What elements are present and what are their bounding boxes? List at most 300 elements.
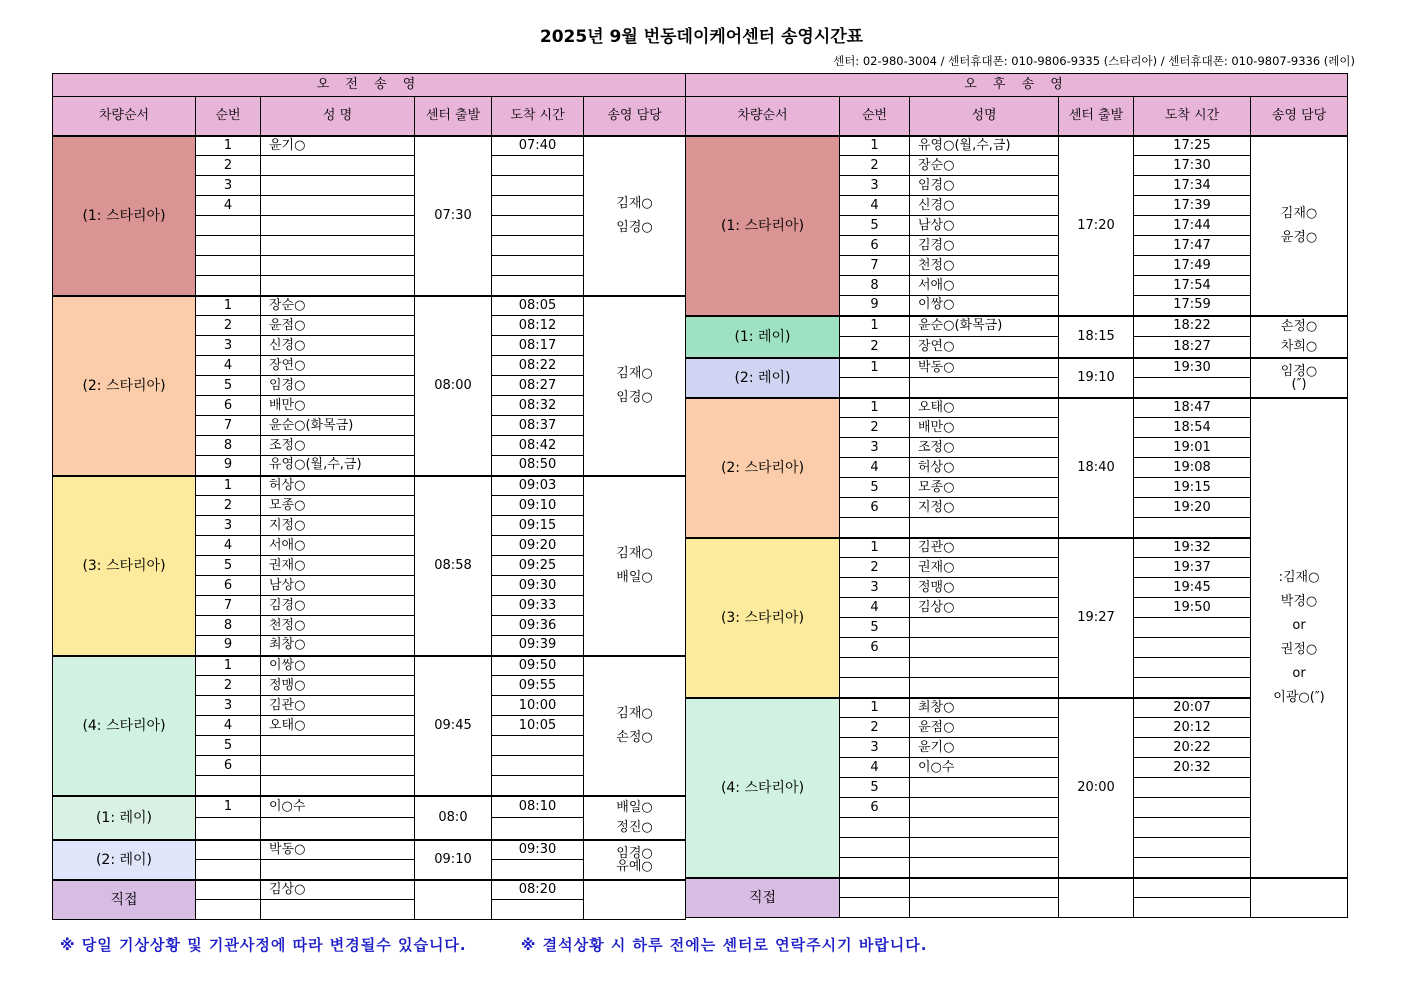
pm-staff-cell [1251, 878, 1348, 918]
pm-staff-cell [1251, 316, 1348, 358]
pm-order-cell: 8 [840, 276, 910, 296]
am-arrive-time: 08:37 [492, 416, 584, 436]
pm-order-cell: 2 [840, 156, 910, 176]
pm-arrive-time [1134, 778, 1251, 798]
pm-name-cell: 임경○ [910, 176, 1059, 196]
am-arrive-time: 08:42 [492, 436, 584, 456]
am-order-cell: 2 [196, 496, 261, 516]
pm-order-cell: 3 [840, 578, 910, 598]
am-arrive-time [492, 900, 584, 920]
pm-order-cell: 6 [840, 638, 910, 658]
pm-arrive-time [1134, 878, 1251, 898]
pm-vehicle-label: 직접 [686, 878, 840, 918]
am-vehicle-label: (2: 스타리아) [53, 296, 196, 476]
pm-order-cell: 4 [840, 458, 910, 478]
pm-staff-name: 임경○ [1280, 363, 1318, 379]
pm-arrive-time [1134, 638, 1251, 658]
am-name-cell: 오태○ [261, 716, 415, 736]
pm-arrive-time: 20:07 [1134, 698, 1251, 718]
am-order-cell: 2 [196, 156, 261, 176]
pm-staff-cell [1251, 136, 1348, 316]
pm-name-cell: 이○수 [910, 758, 1059, 778]
pm-name-cell [910, 378, 1059, 398]
pm-name-cell: 윤점○ [910, 718, 1059, 738]
pm-order-cell: 5 [840, 618, 910, 638]
am-depart-time: 07:30 [415, 136, 492, 296]
am-name-cell: 남상○ [261, 576, 415, 596]
pm-name-cell: 권재○ [910, 558, 1059, 578]
am-staff-cell [584, 296, 686, 476]
contact-info: 센터: 02-980-3004 / 센터휴대폰: 010-9806-9335 (스타리아) / 센터휴대폰: 010-9807-9336 (레이) [833, 54, 1355, 68]
am-staff-name: 임경○ [616, 389, 653, 405]
pm-arrive-time: 17:49 [1134, 256, 1251, 276]
am-staff-cell [584, 476, 686, 656]
am-order-cell: 4 [196, 196, 261, 216]
am-order-cell: 6 [196, 756, 261, 776]
am-arrive-time [492, 216, 584, 236]
am-name-cell: 윤순○(화목금) [261, 416, 415, 436]
am-row [53, 476, 686, 496]
pm-header-vehicle: 차량순서 [686, 97, 840, 136]
footer-note-absence: ※ 결석상황 시 하루 전에는 센터로 연락주시기 바랍니다. [520, 936, 928, 954]
am-arrive-time: 08:12 [492, 316, 584, 336]
pm-name-cell: 유영○(월,수,금) [910, 136, 1059, 156]
pm-depart-time: 19:27 [1059, 538, 1134, 698]
pm-order-cell: 9 [840, 296, 910, 316]
pm-header-arrive: 도착 시간 [1134, 97, 1251, 136]
pm-order-cell: 4 [840, 196, 910, 216]
am-depart-time: 09:45 [415, 656, 492, 796]
am-header-vehicle: 차량순서 [53, 97, 196, 136]
am-arrive-time [492, 756, 584, 776]
pm-name-cell: 윤기○ [910, 738, 1059, 758]
am-name-cell: 박동○ [261, 840, 415, 860]
pm-header-name: 성명 [910, 97, 1059, 136]
am-name-cell: 배만○ [261, 396, 415, 416]
am-name-cell: 허상○ [261, 476, 415, 496]
pm-depart-time: 18:40 [1059, 398, 1134, 538]
am-staff-name: 김재○ [616, 365, 653, 381]
am-vehicle-label: (1: 레이) [53, 796, 196, 840]
pm-staff-name: (″) [1291, 376, 1307, 392]
pm-arrive-time [1134, 858, 1251, 878]
am-depart-time: 08:00 [415, 296, 492, 476]
am-name-cell: 조정○ [261, 436, 415, 456]
am-row [53, 796, 686, 818]
am-order-cell: 4 [196, 716, 261, 736]
am-arrive-time [492, 818, 584, 840]
pm-row [686, 358, 1348, 378]
am-order-cell: 4 [196, 536, 261, 556]
pm-name-cell [910, 878, 1059, 898]
am-name-cell [261, 736, 415, 756]
am-order-cell: 6 [196, 396, 261, 416]
pm-row [686, 698, 1348, 718]
am-order-cell: 3 [196, 696, 261, 716]
am-order-cell [196, 776, 261, 796]
am-name-cell: 정맹○ [261, 676, 415, 696]
pm-staff-name: 차희○ [1280, 338, 1318, 354]
pm-name-cell: 오태○ [910, 398, 1059, 418]
pm-order-cell: 5 [840, 778, 910, 798]
am-name-cell [261, 236, 415, 256]
pm-vehicle-label: (1: 레이) [686, 316, 840, 358]
am-section-title: 오 전 송 영 [53, 74, 686, 97]
am-order-cell: 3 [196, 176, 261, 196]
pm-arrive-time [1134, 838, 1251, 858]
am-name-cell [261, 276, 415, 296]
pm-row [686, 398, 1348, 418]
am-name-cell [261, 176, 415, 196]
pm-arrive-time [1134, 898, 1251, 918]
pm-order-cell [840, 818, 910, 838]
am-vehicle-label: (4: 스타리아) [53, 656, 196, 796]
pm-depart-time: 20:00 [1059, 698, 1134, 878]
pm-arrive-time [1134, 658, 1251, 678]
am-order-cell: 9 [196, 636, 261, 656]
am-staff-name: 김재○ [616, 195, 653, 211]
pm-order-cell: 1 [840, 538, 910, 558]
pm-arrive-time: 19:08 [1134, 458, 1251, 478]
am-depart-time [415, 880, 492, 920]
pm-depart-time [1059, 878, 1134, 918]
pm-order-cell: 2 [840, 718, 910, 738]
pm-staff-name: 김재○ [1280, 205, 1318, 221]
pm-arrive-time: 18:47 [1134, 398, 1251, 418]
pm-arrive-time: 17:39 [1134, 196, 1251, 216]
am-arrive-time: 09:50 [492, 656, 584, 676]
am-name-cell: 이쌍○ [261, 656, 415, 676]
pm-arrive-time: 19:01 [1134, 438, 1251, 458]
am-row [53, 656, 686, 676]
am-name-cell: 임경○ [261, 376, 415, 396]
am-order-cell [196, 880, 261, 900]
am-order-cell [196, 840, 261, 860]
pm-order-cell [840, 878, 910, 898]
am-row [53, 880, 686, 900]
am-staff-name: 임경○ [616, 845, 653, 861]
pm-name-cell: 박동○ [910, 358, 1059, 378]
am-order-cell: 8 [196, 436, 261, 456]
am-arrive-time: 08:05 [492, 296, 584, 316]
am-depart-time: 08:0 [415, 796, 492, 840]
am-arrive-time: 08:20 [492, 880, 584, 900]
am-staff-name: 김재○ [616, 545, 653, 561]
pm-section-title: 오 후 송 영 [686, 74, 1348, 97]
am-staff-cell [584, 796, 686, 840]
am-arrive-time: 09:36 [492, 616, 584, 636]
am-order-cell: 1 [196, 296, 261, 316]
am-staff-cell [584, 880, 686, 920]
pm-arrive-time: 20:12 [1134, 718, 1251, 738]
am-order-cell: 8 [196, 616, 261, 636]
am-name-cell [261, 860, 415, 880]
am-arrive-time: 10:05 [492, 716, 584, 736]
pm-name-cell: 남상○ [910, 216, 1059, 236]
pm-name-cell [910, 838, 1059, 858]
am-vehicle-label: (1: 스타리아) [53, 136, 196, 296]
am-arrive-time: 09:03 [492, 476, 584, 496]
am-name-cell [261, 900, 415, 920]
pm-arrive-time: 19:45 [1134, 578, 1251, 598]
am-header-name: 성 명 [261, 97, 415, 136]
am-arrive-time: 08:10 [492, 796, 584, 818]
pm-name-cell [910, 818, 1059, 838]
pm-name-cell [910, 658, 1059, 678]
am-name-cell [261, 156, 415, 176]
am-name-cell: 장연○ [261, 356, 415, 376]
am-order-cell: 9 [196, 456, 261, 476]
footer-notes [60, 934, 927, 955]
pm-arrive-time: 18:27 [1134, 337, 1251, 358]
pm-row [686, 538, 1348, 558]
pm-order-cell: 1 [840, 358, 910, 378]
pm-name-cell: 장연○ [910, 337, 1059, 358]
pm-order-cell: 5 [840, 478, 910, 498]
am-arrive-time: 08:27 [492, 376, 584, 396]
pm-name-cell [910, 678, 1059, 698]
am-arrive-time: 09:15 [492, 516, 584, 536]
am-depart-time: 08:58 [415, 476, 492, 656]
am-name-cell [261, 216, 415, 236]
pm-vehicle-label: (3: 스타리아) [686, 538, 840, 698]
am-arrive-time: 08:32 [492, 396, 584, 416]
pm-name-cell [910, 858, 1059, 878]
pm-order-cell [840, 678, 910, 698]
am-name-cell: 지정○ [261, 516, 415, 536]
pm-row [686, 878, 1348, 898]
am-order-cell: 1 [196, 476, 261, 496]
am-arrive-time [492, 176, 584, 196]
pm-arrive-time: 18:22 [1134, 316, 1251, 337]
pm-order-cell: 4 [840, 758, 910, 778]
am-staff-name: 유예○ [616, 858, 653, 874]
pm-order-cell [840, 658, 910, 678]
pm-order-cell [840, 378, 910, 398]
am-order-cell: 4 [196, 356, 261, 376]
am-order-cell: 6 [196, 576, 261, 596]
am-order-cell [196, 236, 261, 256]
pm-order-cell: 1 [840, 398, 910, 418]
am-order-cell [196, 900, 261, 920]
am-name-cell: 김경○ [261, 596, 415, 616]
pm-staff-name: 이광○(″) [1273, 689, 1325, 705]
pm-arrive-time: 17:47 [1134, 236, 1251, 256]
am-staff-name: 손정○ [616, 729, 653, 745]
pm-name-cell: 지정○ [910, 498, 1059, 518]
pm-name-cell: 조정○ [910, 438, 1059, 458]
pm-order-cell: 6 [840, 498, 910, 518]
pm-arrive-time: 19:30 [1134, 358, 1251, 378]
am-order-cell: 2 [196, 676, 261, 696]
pm-order-cell [840, 838, 910, 858]
am-arrive-time: 09:30 [492, 576, 584, 596]
am-row [53, 296, 686, 316]
am-order-cell: 7 [196, 596, 261, 616]
pm-arrive-time [1134, 378, 1251, 398]
pm-arrive-time: 20:32 [1134, 758, 1251, 778]
am-arrive-time: 07:40 [492, 136, 584, 156]
am-staff-name: 배일○ [616, 569, 653, 585]
pm-staff-name: :김재○ [1278, 569, 1320, 585]
pm-vehicle-label: (2: 스타리아) [686, 398, 840, 538]
am-arrive-time: 09:33 [492, 596, 584, 616]
am-name-cell: 권재○ [261, 556, 415, 576]
pm-name-cell [910, 898, 1059, 918]
am-name-cell: 신경○ [261, 336, 415, 356]
pm-staff-name: or [1292, 665, 1306, 681]
am-arrive-time: 09:39 [492, 636, 584, 656]
pm-arrive-time: 19:50 [1134, 598, 1251, 618]
am-name-cell [261, 818, 415, 840]
pm-staff-name: or [1292, 617, 1306, 633]
am-arrive-time: 08:17 [492, 336, 584, 356]
am-name-cell: 모종○ [261, 496, 415, 516]
am-arrive-time: 09:30 [492, 840, 584, 860]
pm-arrive-time: 17:30 [1134, 156, 1251, 176]
am-order-cell: 5 [196, 556, 261, 576]
am-order-cell: 7 [196, 416, 261, 436]
pm-staff-cell [1251, 398, 1348, 878]
pm-order-cell: 2 [840, 337, 910, 358]
pm-order-cell: 1 [840, 316, 910, 337]
pm-order-cell: 3 [840, 176, 910, 196]
pm-order-cell: 6 [840, 236, 910, 256]
pm-order-cell [840, 858, 910, 878]
pm-order-cell: 3 [840, 438, 910, 458]
pm-order-cell: 3 [840, 738, 910, 758]
am-arrive-time: 09:55 [492, 676, 584, 696]
pm-row [686, 136, 1348, 156]
pm-name-cell: 이쌍○ [910, 296, 1059, 316]
am-arrive-time [492, 256, 584, 276]
am-staff-name: 배일○ [616, 799, 653, 815]
pm-name-cell: 서애○ [910, 276, 1059, 296]
pm-name-cell [910, 638, 1059, 658]
pm-depart-time: 19:10 [1059, 358, 1134, 398]
am-order-cell: 5 [196, 376, 261, 396]
pm-name-cell [910, 778, 1059, 798]
am-name-cell: 윤점○ [261, 316, 415, 336]
am-name-cell: 최창○ [261, 636, 415, 656]
pm-name-cell: 모종○ [910, 478, 1059, 498]
am-name-cell: 서애○ [261, 536, 415, 556]
pm-arrive-time: 18:54 [1134, 418, 1251, 438]
page-title: 2025년 9월 번동데이케어센터 송영시간표 [539, 27, 864, 47]
am-arrive-time [492, 196, 584, 216]
am-staff-name: 김재○ [616, 705, 653, 721]
pm-arrive-time: 20:22 [1134, 738, 1251, 758]
am-arrive-time: 10:00 [492, 696, 584, 716]
am-schedule-table [52, 73, 686, 920]
am-arrive-time [492, 276, 584, 296]
pm-arrive-time [1134, 518, 1251, 538]
am-name-cell: 김상○ [261, 880, 415, 900]
pm-order-cell [840, 898, 910, 918]
am-name-cell [261, 756, 415, 776]
am-order-cell: 3 [196, 336, 261, 356]
pm-vehicle-label: (4: 스타리아) [686, 698, 840, 878]
pm-name-cell: 신경○ [910, 196, 1059, 216]
pm-order-cell [840, 518, 910, 538]
pm-name-cell: 김경○ [910, 236, 1059, 256]
am-vehicle-label: (3: 스타리아) [53, 476, 196, 656]
am-name-cell [261, 196, 415, 216]
pm-order-cell: 2 [840, 418, 910, 438]
am-name-cell: 장순○ [261, 296, 415, 316]
am-header-arrive: 도착 시간 [492, 97, 584, 136]
pm-arrive-time: 17:59 [1134, 296, 1251, 316]
pm-name-cell: 김관○ [910, 538, 1059, 558]
pm-header-order: 순번 [840, 97, 910, 136]
am-row [53, 840, 686, 860]
pm-name-cell [910, 518, 1059, 538]
pm-schedule-table [685, 73, 1348, 918]
pm-arrive-time [1134, 798, 1251, 818]
am-arrive-time: 08:50 [492, 456, 584, 476]
pm-arrive-time [1134, 678, 1251, 698]
am-staff-cell [584, 840, 686, 880]
am-order-cell [196, 256, 261, 276]
am-order-cell: 1 [196, 656, 261, 676]
pm-depart-time: 18:15 [1059, 316, 1134, 358]
pm-name-cell: 배만○ [910, 418, 1059, 438]
am-order-cell: 1 [196, 136, 261, 156]
pm-name-cell: 정맹○ [910, 578, 1059, 598]
am-arrive-time [492, 156, 584, 176]
pm-order-cell: 6 [840, 798, 910, 818]
pm-arrive-time: 17:25 [1134, 136, 1251, 156]
pm-staff-cell [1251, 358, 1348, 398]
pm-order-cell: 4 [840, 598, 910, 618]
am-order-cell [196, 860, 261, 880]
am-order-cell [196, 276, 261, 296]
am-arrive-time [492, 860, 584, 880]
pm-name-cell: 허상○ [910, 458, 1059, 478]
am-name-cell: 천정○ [261, 616, 415, 636]
am-vehicle-label: 직접 [53, 880, 196, 920]
am-depart-time: 09:10 [415, 840, 492, 880]
pm-order-cell: 1 [840, 136, 910, 156]
pm-arrive-time: 17:34 [1134, 176, 1251, 196]
am-order-cell [196, 818, 261, 840]
pm-row [686, 316, 1348, 337]
am-arrive-time: 09:10 [492, 496, 584, 516]
pm-name-cell: 천정○ [910, 256, 1059, 276]
pm-staff-name: 손정○ [1280, 318, 1318, 334]
am-name-cell [261, 256, 415, 276]
pm-arrive-time: 19:32 [1134, 538, 1251, 558]
pm-name-cell: 최창○ [910, 698, 1059, 718]
am-arrive-time [492, 776, 584, 796]
pm-depart-time: 17:20 [1059, 136, 1134, 316]
am-order-cell: 5 [196, 736, 261, 756]
pm-arrive-time: 19:37 [1134, 558, 1251, 578]
pm-arrive-time: 17:44 [1134, 216, 1251, 236]
pm-header-staff: 송영 담당 [1251, 97, 1348, 136]
pm-name-cell: 윤순○(화목금) [910, 316, 1059, 337]
pm-order-cell: 2 [840, 558, 910, 578]
footer-note-weather: ※ 당일 기상상황 및 기관사정에 따라 변경될수 있습니다. [60, 936, 467, 954]
pm-arrive-time: 17:54 [1134, 276, 1251, 296]
pm-order-cell: 7 [840, 256, 910, 276]
pm-arrive-time: 19:15 [1134, 478, 1251, 498]
pm-staff-name: 권정○ [1280, 641, 1318, 657]
am-row [53, 136, 686, 156]
pm-arrive-time: 19:20 [1134, 498, 1251, 518]
am-arrive-time: 09:20 [492, 536, 584, 556]
pm-name-cell: 김상○ [910, 598, 1059, 618]
